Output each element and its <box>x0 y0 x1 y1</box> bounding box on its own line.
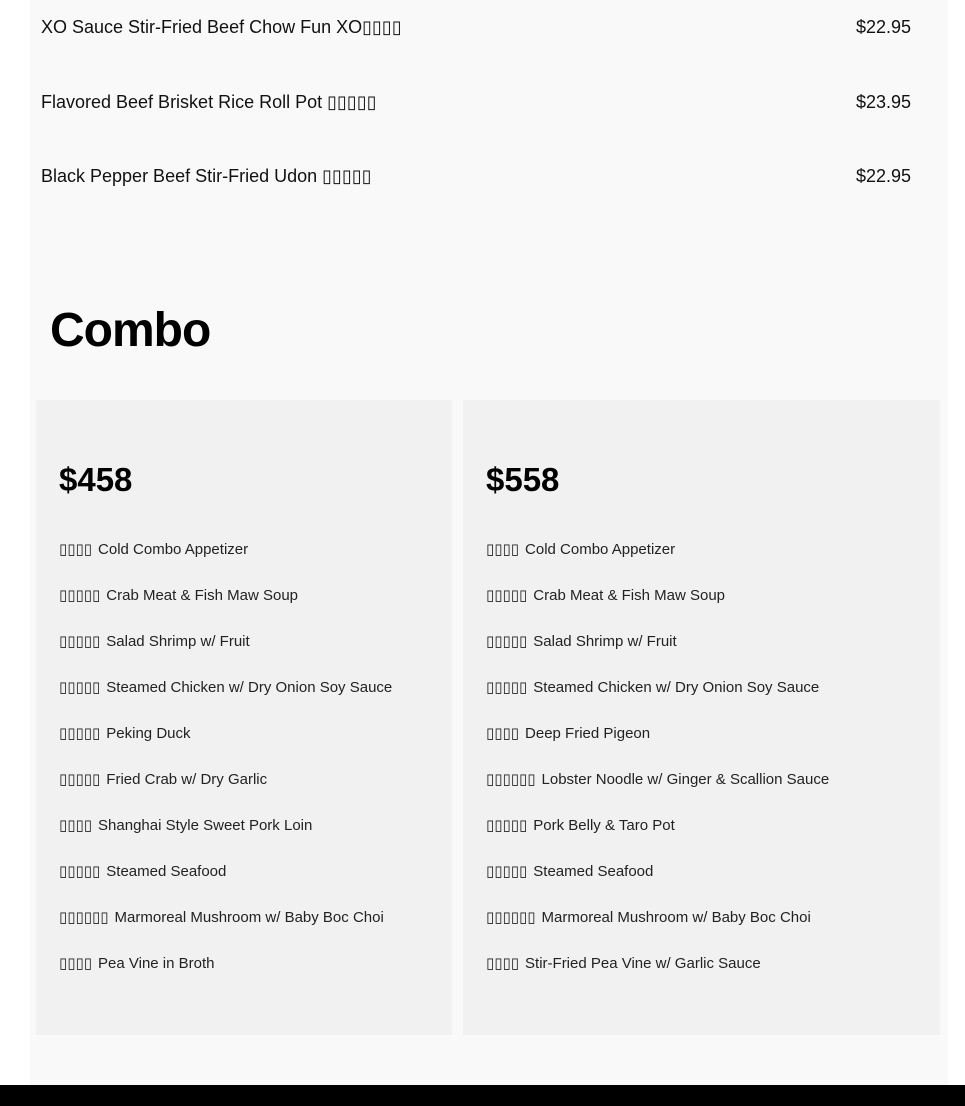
menu-item-price: $22.95 <box>855 165 911 186</box>
combo-item: ▯▯▯▯▯ Pork Belly & Taro Pot <box>486 817 675 834</box>
combo-item: ▯▯▯▯▯ Steamed Seafood <box>486 863 654 880</box>
menu-item-name: XO Sauce Stir-Fried Beef Chow Fun XO▯▯▯▯ <box>41 16 402 37</box>
menu-item-row <box>41 87 911 117</box>
combo-item: ▯▯▯▯▯ Peking Duck <box>59 725 191 742</box>
combo-item: ▯▯▯▯ Cold Combo Appetizer <box>59 541 249 558</box>
menu-item-price: $23.95 <box>855 91 911 112</box>
combo-item: ▯▯▯▯▯ Crab Meat & Fish Maw Soup <box>59 587 299 604</box>
combo-item: ▯▯▯▯ Cold Combo Appetizer <box>486 541 676 558</box>
menu-item-price: $22.95 <box>855 16 911 37</box>
combo-item: ▯▯▯▯ Stir-Fried Pea Vine w/ Garlic Sauce <box>486 955 761 972</box>
combo-item: ▯▯▯▯▯▯ Lobster Noodle w/ Ginger & Scallion Sauce <box>486 771 830 788</box>
combo-item: ▯▯▯▯▯▯ Marmoreal Mushroom w/ Baby Boc Choi <box>486 909 811 926</box>
combo-item: ▯▯▯▯▯ Salad Shrimp w/ Fruit <box>59 633 250 650</box>
combo-price: $458 <box>59 461 133 498</box>
combo-item: ▯▯▯▯ Shanghai Style Sweet Pork Loin <box>59 817 313 834</box>
combo-item: ▯▯▯▯▯ Steamed Chicken w/ Dry Onion Soy Sauce <box>486 679 820 696</box>
combo-item: ▯▯▯▯▯ Fried Crab w/ Dry Garlic <box>59 771 268 788</box>
combo-item: ▯▯▯▯▯ Steamed Seafood <box>59 863 227 880</box>
combo-item-list <box>486 538 829 998</box>
combo-item: ▯▯▯▯▯ Crab Meat & Fish Maw Soup <box>486 587 726 604</box>
combo-item: ▯▯▯▯▯ Salad Shrimp w/ Fruit <box>486 633 677 650</box>
combo-price: $558 <box>486 461 560 498</box>
combo-item: ▯▯▯▯▯ Steamed Chicken w/ Dry Onion Soy Sauce <box>59 679 393 696</box>
combo-section-title: Combo <box>50 304 211 357</box>
combo-item: ▯▯▯▯ Pea Vine in Broth <box>59 955 215 972</box>
menu-item-name: Black Pepper Beef Stir-Fried Udon ▯▯▯▯▯ <box>41 165 372 186</box>
menu-item-row <box>41 12 911 42</box>
footer-bar <box>0 1085 965 1106</box>
combo-item: ▯▯▯▯ Deep Fried Pigeon <box>486 725 651 742</box>
combo-item-list <box>59 538 392 998</box>
combo-card-458 <box>36 400 452 1035</box>
menu-item-row <box>41 161 911 191</box>
combo-card-558 <box>463 400 940 1035</box>
combo-item: ▯▯▯▯▯▯ Marmoreal Mushroom w/ Baby Boc Choi <box>59 909 384 926</box>
menu-item-name: Flavored Beef Brisket Rice Roll Pot ▯▯▯▯▯ <box>41 91 377 112</box>
